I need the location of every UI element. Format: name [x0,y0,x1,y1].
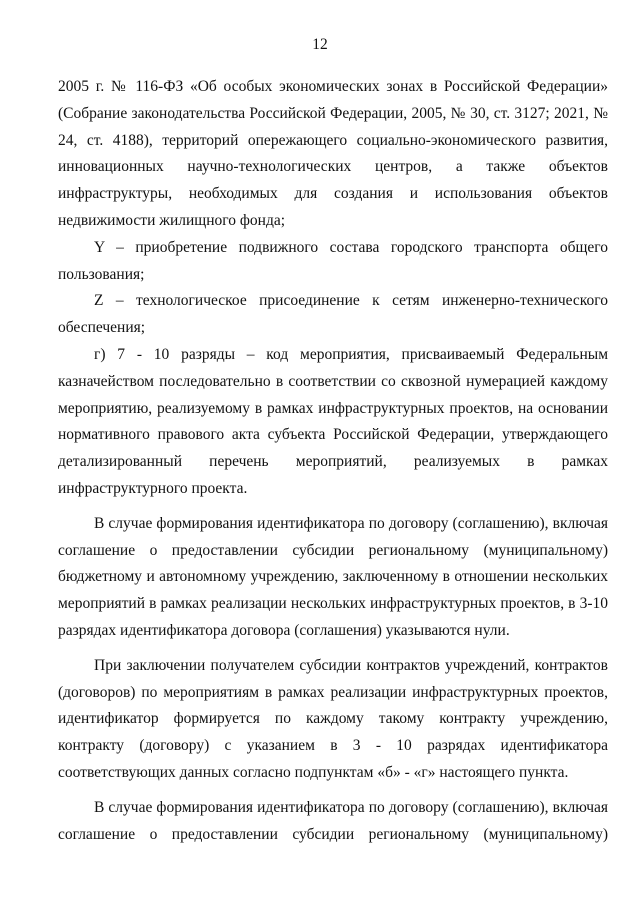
paragraph-item-z: Z – технологическое присоединение к сетям инженерно-технического обеспечения; [58,292,608,337]
paragraph-agreement-case-2: В случае формирования идентификатора по договору (соглашению), включая соглашение о предоставлении субсидии региональному (муниципальному) [58,798,608,843]
paragraph-agreement-case: В случае формирования идентификатора по договору (соглашению), включая соглашение о предоставлении субсидии региональному (муниципальному) бюджетному и автономному учреждению, заключенному в отношении нескольких мероприятий в рамках реализации нескольких инфраструктурных проектов, в 3-10 разрядах идентификатора договора (соглашения) указываются нули. [58,514,608,639]
paragraph-continuation: 2005 г. № 116-ФЗ «Об особых экономических зонах в Российской Федерации» (Собрание законодательства Российской Федерации, 2005, № 30, ст. 3127; 2021, № 24, ст. 4188), территорий опережающего социально-экономического развития, инновационных научно-технологических центров, а также объектов инфраструктуры, необходимых для создания и использования объектов недвижимости жилищного фонда; [58,78,608,229]
page-number: 12 [312,36,328,53]
paragraph-item-y: Y – приобретение подвижного состава городского транспорта общего пользования; [58,238,608,283]
paragraph-subitem-g: г) 7 - 10 разряды – код мероприятия, присваиваемый Федеральным казначейством последовательно в соответствии со сквозной нумерацией каждому мероприятию, реализуемому в рамках инфраструктурных проектов, на основании нормативного правового акта субъекта Российской Федерации, утверждающего детализированный перечень мероприятий, реализуемых в рамках инфраструктурного проекта. [58,345,608,497]
document-body [58,74,608,848]
paragraph-contracts: При заключении получателем субсидии контрактов учреждений, контрактов (договоров) по мероприятиям в рамках реализации инфраструктурных проектов, идентификатор формируется по каждому такому контракту учреждению, контракту (договору) с указанием в 3 - 10 разрядах идентификатора соответствующих данных согласно подпунктам «б» - «г» настоящего пункта. [58,656,608,781]
